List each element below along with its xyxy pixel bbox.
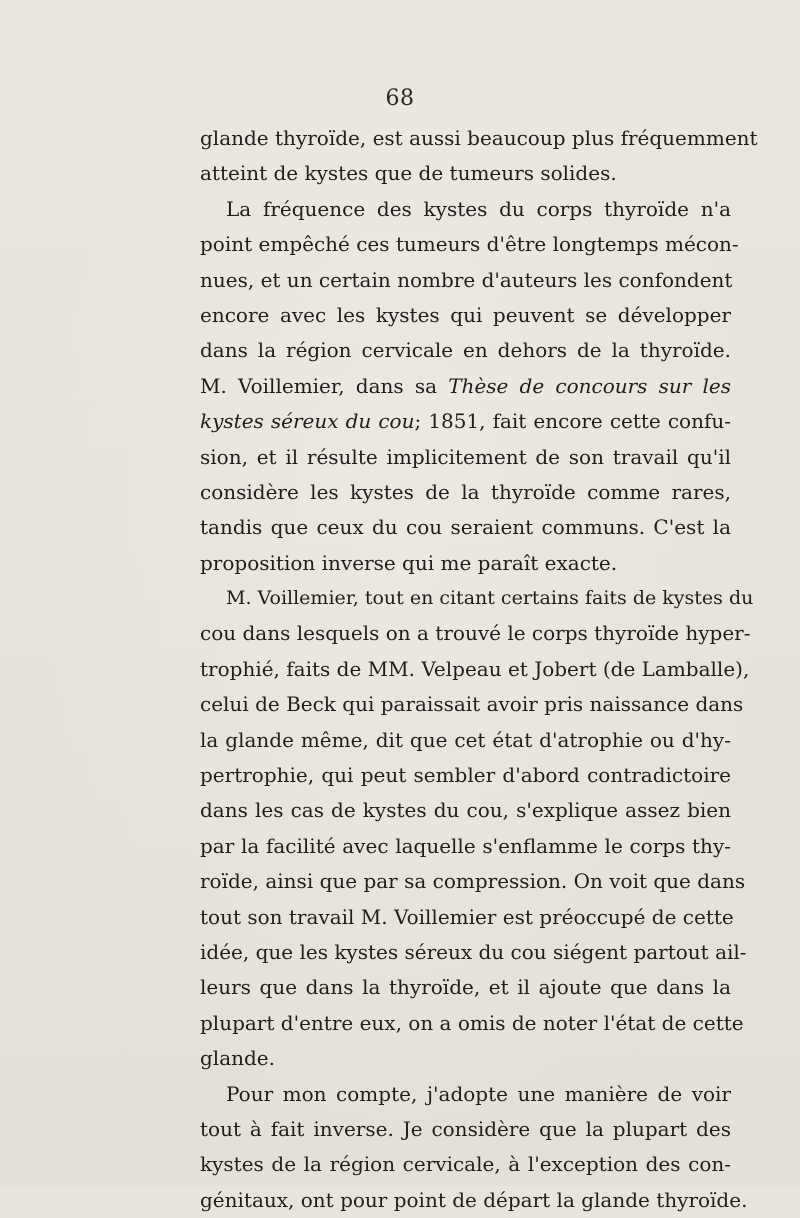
text-line: leurs que dans la thyroïde, et il ajoute que dans la [200,975,731,1000]
text-segment: M. Voillemier, dans sa [200,373,438,398]
text-line: La fréquence des kystes du corps thyroïde n'a [226,196,731,221]
page-number: 68 [385,86,415,111]
text-line: idée, que les kystes séreux du cou siégent partout ail- [200,939,747,964]
text-line: roïde, ainsi que par sa compression. On voit que dans [200,869,746,894]
text-line-with-italic-title [200,404,731,439]
text-line: tout son travail M. Voillemier est préoccupé de cette [200,904,734,929]
text-line: encore avec les kystes qui peuvent se développer [200,302,731,327]
text-line: tout à fait inverse. Je considère que la plupart des [200,1116,731,1141]
italic-title-part-1: Thèse de concours sur les [448,373,732,398]
text-line: kystes de la région cervicale, à l'exception des con- [200,1152,731,1177]
text-line: cou dans lesquels on a trouvé le corps thyroïde hyper- [200,621,751,646]
text-line: sion, et il résulte implicitement de son travail qu'il [200,444,731,469]
text-line: point empêché ces tumeurs d'être longtemps mécon- [200,232,739,257]
text-line: pertrophie, qui peut sembler d'abord contradictoire [200,763,731,788]
text-line-with-italic-title [200,369,731,404]
italic-title-part-2: kystes séreux du cou [200,409,415,434]
text-line: M. Voillemier, tout en citant certains faits de kystes du [226,587,754,610]
text-line: glande. [200,1046,275,1071]
text-line: atteint de kystes que de tumeurs solides. [200,161,617,186]
text-line: Pour mon compte, j'adopte une manière de voir [226,1081,731,1106]
text-segment: ; 1851, fait encore cette confu- [414,409,731,434]
text-line: génitaux, ont pour point de départ la glande thyroïde. [200,1187,748,1212]
text-line: par la facilité avec laquelle s'enflamme le corps thy- [200,833,731,858]
text-line: glande thyroïde, est aussi beaucoup plus fréquemment [200,126,758,150]
text-line: dans la région cervicale en dehors de la thyroïde. [200,338,731,363]
text-line: proposition inverse qui me paraît exacte. [200,550,618,575]
text-line: plupart d'entre eux, on a omis de noter l'état de cette [200,1010,744,1035]
text-line: trophié, faits de MM. Velpeau et Jobert (de Lamballe), [200,656,750,681]
text-line: celui de Beck qui paraissait avoir pris naissance dans [200,692,744,717]
page-body [200,121,758,1218]
text-line: nues, et un certain nombre d'auteurs les confondent [200,267,733,292]
text-line: dans les cas de kystes du cou, s'explique assez bien [200,798,731,823]
text-line: tandis que ceux du cou seraient communs. C'est la [200,515,731,540]
text-line: la glande même, dit que cet état d'atrophie ou d'hy- [200,727,731,752]
text-line: considère les kystes de la thyroïde comme rares, [200,479,731,504]
